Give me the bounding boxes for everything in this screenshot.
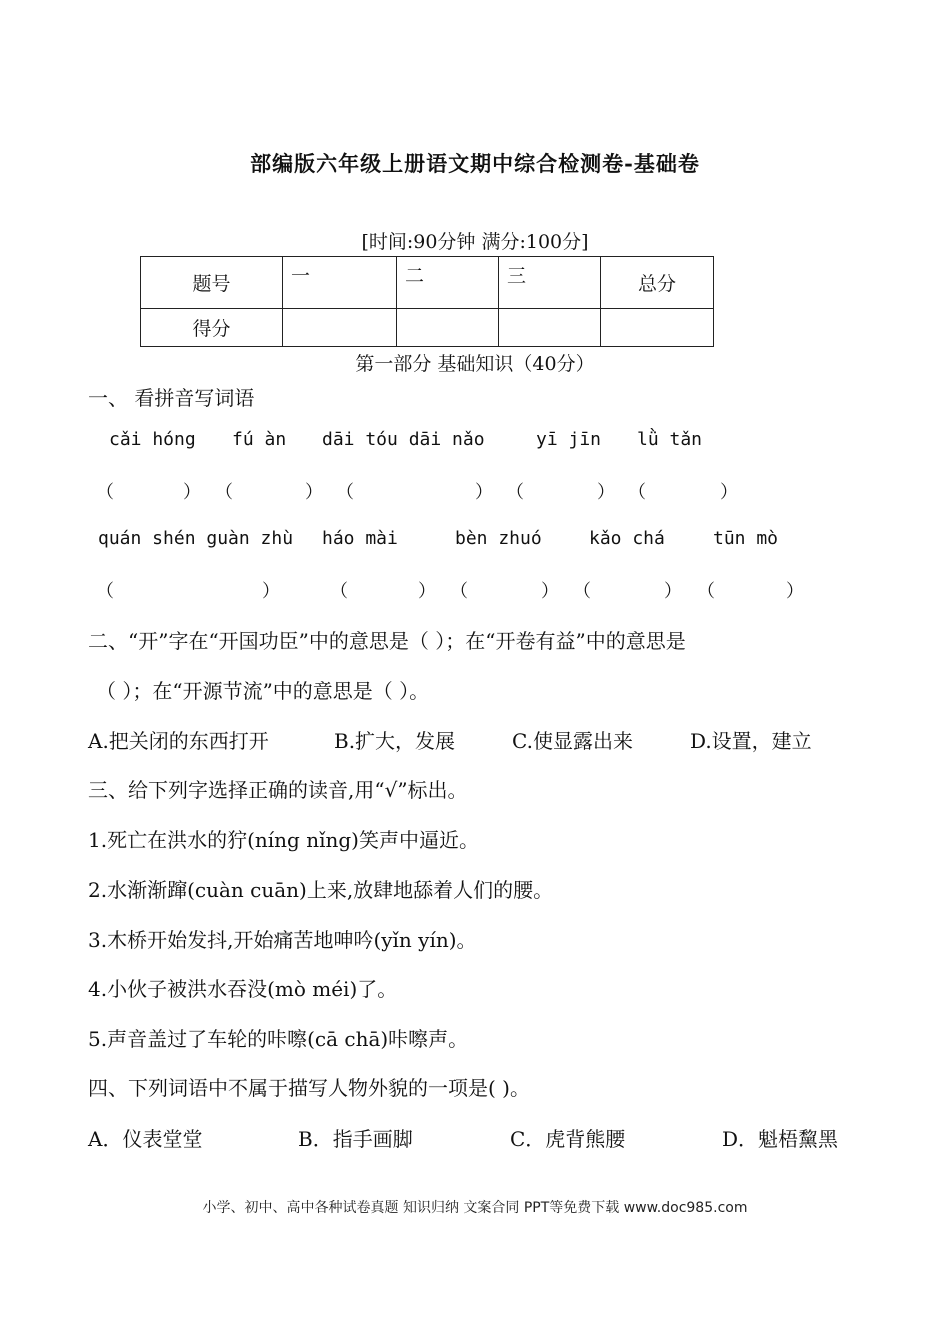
answer-close-paren: ） [664,581,682,602]
footer-note: 小学、初中、高中各种试卷真题 知识归纳 文案合同 PPT等免费下载 www.doc985.com [202,1200,748,1216]
score-table-score-row [141,309,714,347]
pinyin-item: kǎo chá [589,528,665,549]
list-item: 5.声音盖过了车轮的咔嚓(cā chā)咔嚓声。 [88,1027,469,1051]
answer-close-paren: ） [475,482,493,503]
pinyin-item: tūn mò [713,528,779,549]
answer-close-paren: ） [541,581,559,602]
section2-question-line1: 二、“开”字在“开国功臣”中的意思是（ ）；在“开卷有益”中的意思是 [88,629,686,653]
option-c: C.使显露出来 [512,729,633,753]
answer-close-paren: ） [418,581,436,602]
section3-heading: 三、给下列字选择正确的读音,用“√”标出。 [88,778,468,802]
option-d: D.设置，建立 [690,729,812,753]
section4-heading: 四、下列词语中不属于描写人物外貌的一项是( )。 [88,1076,530,1100]
answer-open-paren: （ [336,482,354,503]
pinyin-item: bèn zhuó [455,528,542,549]
answer-open-paren: （ [215,482,233,503]
score-table [140,256,714,347]
option-b: B．指手画脚 [298,1127,413,1151]
answer-close-paren: ） [720,482,738,503]
column-header-1: 一 [283,257,397,309]
score-table-header-row [141,257,714,309]
pinyin-item: dāi tóu dāi nǎo [322,429,485,450]
answer-close-paren: ） [262,581,280,602]
option-a: A.把关闭的东西打开 [88,729,269,753]
page-title: 部编版六年级上册语文期中综合检测卷-基础卷 [250,151,700,176]
answer-open-paren: （ [506,482,524,503]
score-cell-2[interactable] [397,309,499,347]
score-cell-total[interactable] [601,309,714,347]
time-info: [时间:90分钟 满分:100分] [361,231,589,253]
answer-open-paren: （ [628,482,646,503]
option-a: A．仪表堂堂 [88,1127,203,1151]
column-header-2: 二 [397,257,499,309]
score-cell-3[interactable] [499,309,601,347]
option-b: B.扩大，发展 [334,729,456,753]
answer-close-paren: ） [786,581,804,602]
pinyin-item: cǎi hóng [109,429,196,450]
list-item: 4.小伙子被洪水吞没(mò méi)了。 [88,977,398,1001]
answer-open-paren: （ [450,581,468,602]
list-item: 3.木桥开始发抖,开始痛苦地呻吟(yǐn yín)。 [88,928,477,952]
answer-close-paren: ） [183,482,201,503]
answer-open-paren: （ [697,581,715,602]
pinyin-item: háo mài [322,528,398,549]
answer-open-paren: （ [96,581,114,602]
question-number-label: 题号 [141,257,283,309]
answer-open-paren: （ [96,482,114,503]
score-label: 得分 [141,309,283,347]
answer-open-paren: （ [330,581,348,602]
option-d: D．魁梧黧黑 [722,1127,839,1151]
total-label: 总分 [601,257,714,309]
answer-open-paren: （ [573,581,591,602]
pinyin-item: lǜ tǎn [637,429,703,450]
answer-close-paren: ） [305,482,323,503]
section2-question-line2: （ ）；在“开源节流”中的意思是（ ）。 [96,679,430,703]
option-c: C．虎背熊腰 [510,1127,626,1151]
pinyin-item: yī jīn [536,429,602,450]
answer-close-paren: ） [597,482,615,503]
list-item: 1.死亡在洪水的狞(níng nǐng)笑声中逼近。 [88,828,479,852]
section1-heading: 一、 看拼音写词语 [88,386,255,410]
pinyin-item: quán shén guàn zhù [98,528,294,549]
part-one-title: 第一部分 基础知识（40分） [355,353,595,375]
score-cell-1[interactable] [283,309,397,347]
list-item: 2.水渐渐蹿(cuàn cuān)上来,放肆地舔着人们的腰。 [88,878,554,902]
column-header-3: 三 [499,257,601,309]
pinyin-item: fú àn [232,429,287,450]
